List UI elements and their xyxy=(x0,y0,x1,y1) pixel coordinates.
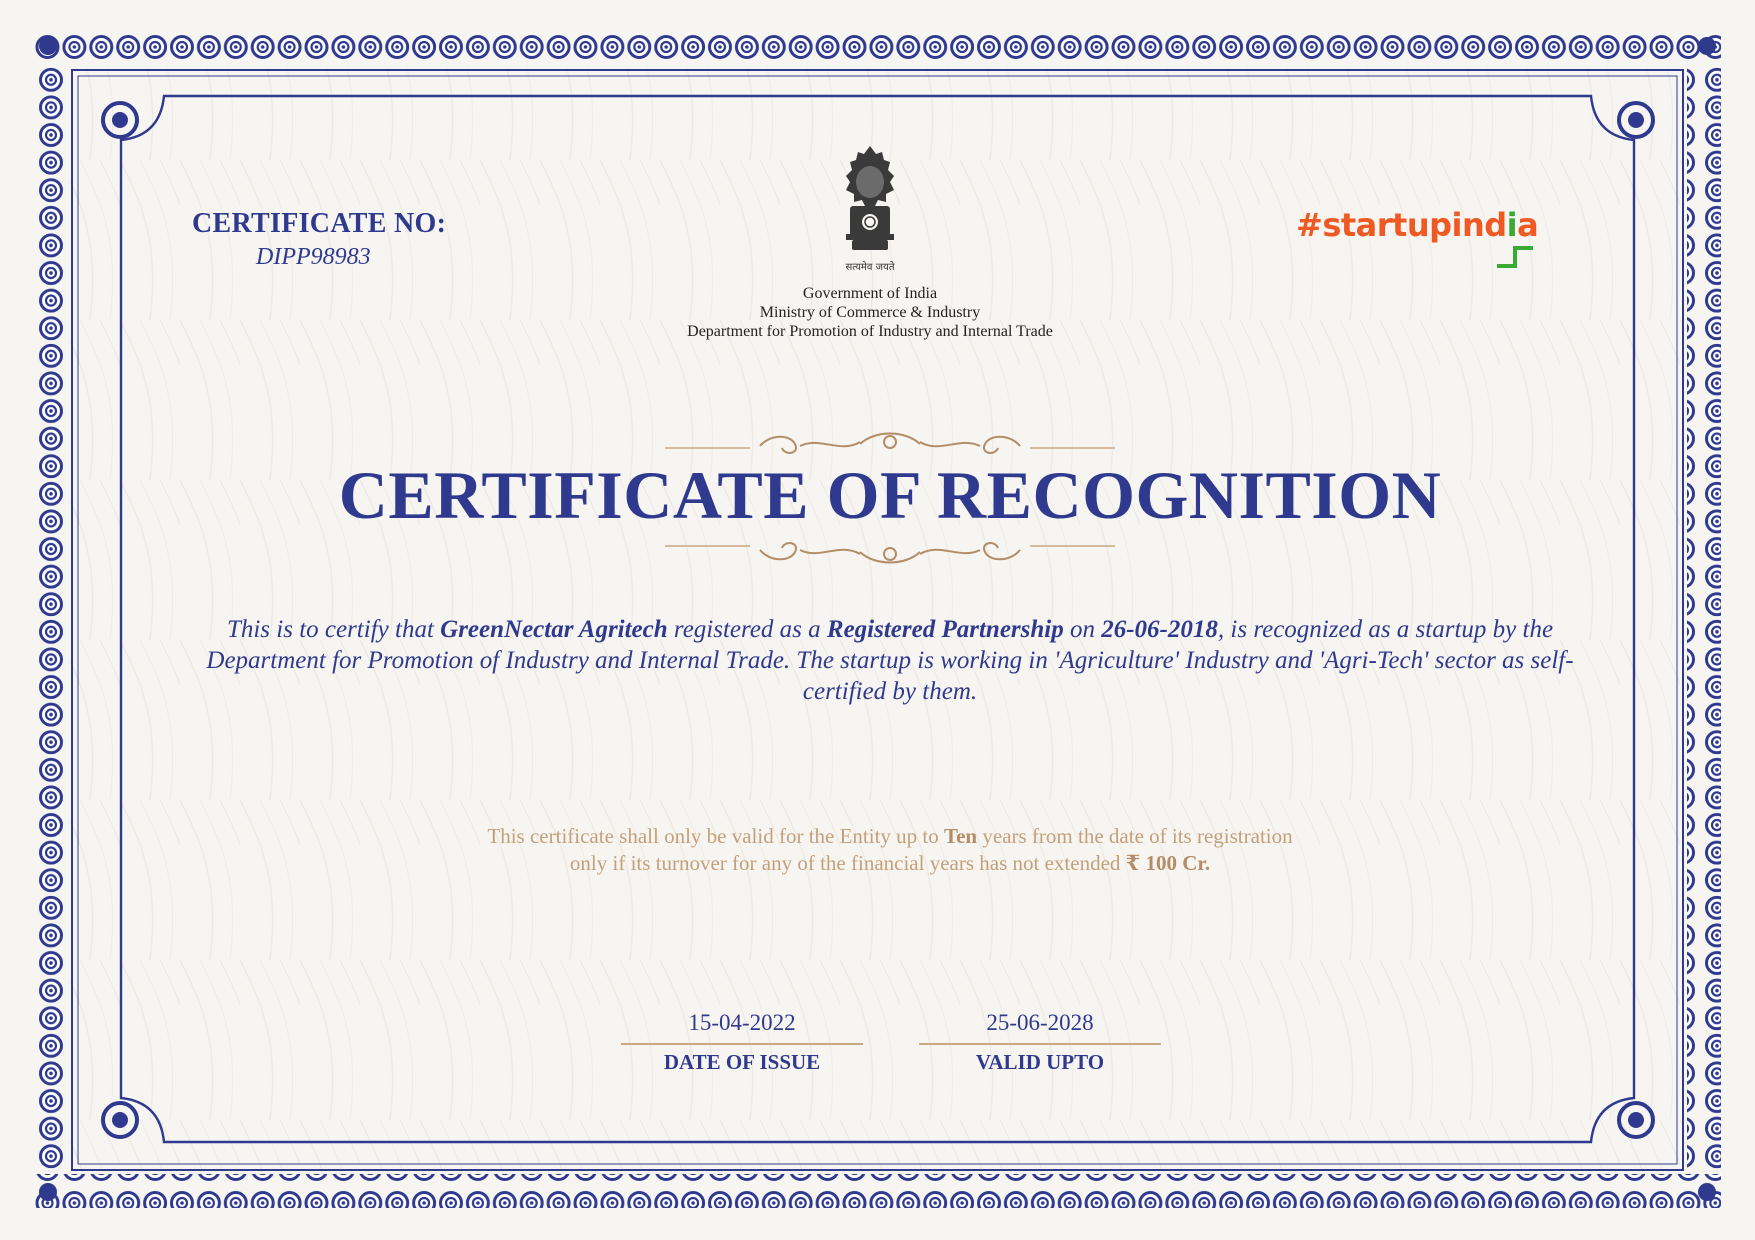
brand-suffix: a xyxy=(1517,206,1539,244)
validity-note xyxy=(330,823,1450,877)
valid-upto-label: VALID UPTO xyxy=(975,1050,1105,1074)
validity-line-2 xyxy=(330,850,1450,877)
certificate-no-value: DIPP98983 xyxy=(256,244,371,270)
valid-upto-line xyxy=(919,1043,1161,1045)
turnover-limit: ₹ 100 Cr. xyxy=(1125,851,1211,875)
issue-date-line xyxy=(621,1043,863,1045)
statement-part-4: , is recognized as a startup by the Department for Promotion of Industry and Internal Trade. The startup is working in 'Agriculture' Industry and 'Agri-Tech' sector as self-certified by them. xyxy=(206,616,1574,705)
gov-line-3: Department for Promotion of Industry and Internal Trade xyxy=(687,323,1053,340)
company-name: GreenNectar Agritech xyxy=(440,616,668,643)
statement-part-2: registered as a xyxy=(667,616,827,643)
gov-line-2: Ministry of Commerce & Industry xyxy=(759,304,981,321)
note-part-1: This certificate shall only be valid for the Entity up to xyxy=(487,824,945,848)
statement-part-3: on xyxy=(1063,616,1102,643)
validity-line-1 xyxy=(330,823,1450,850)
registration-date: 26-06-2018 xyxy=(1101,616,1218,643)
note-part-3: only if its turnover for any of the financial years has not extended xyxy=(569,851,1126,875)
brand-i: i xyxy=(1506,206,1518,244)
startupindia-logo xyxy=(1296,206,1586,244)
statement-part-1: This is to certify that xyxy=(226,616,441,643)
certificate-title: CERTIFICATE OF RECOGNITION xyxy=(338,457,1442,533)
brand-text: #startupind xyxy=(1296,206,1507,244)
emblem-motto: सत्यमेव जयते xyxy=(845,262,895,273)
note-part-2: years from the date of its registration xyxy=(977,824,1293,848)
entity-type: Registered Partnership xyxy=(826,616,1064,643)
validity-years: Ten xyxy=(944,824,978,848)
government-header xyxy=(620,284,1120,341)
certification-statement xyxy=(200,614,1580,707)
title-ornament-bottom xyxy=(660,532,1120,572)
national-emblem-icon xyxy=(820,142,920,282)
valid-upto-value: 25-06-2028 xyxy=(986,1010,1094,1035)
gov-line-1: Government of India xyxy=(802,285,938,302)
brand-step-icon xyxy=(1495,240,1539,270)
certificate-no-label: CERTIFICATE NO: xyxy=(192,208,447,239)
issue-date-label: DATE OF ISSUE xyxy=(663,1050,821,1074)
issue-date-value: 15-04-2022 xyxy=(688,1010,796,1035)
